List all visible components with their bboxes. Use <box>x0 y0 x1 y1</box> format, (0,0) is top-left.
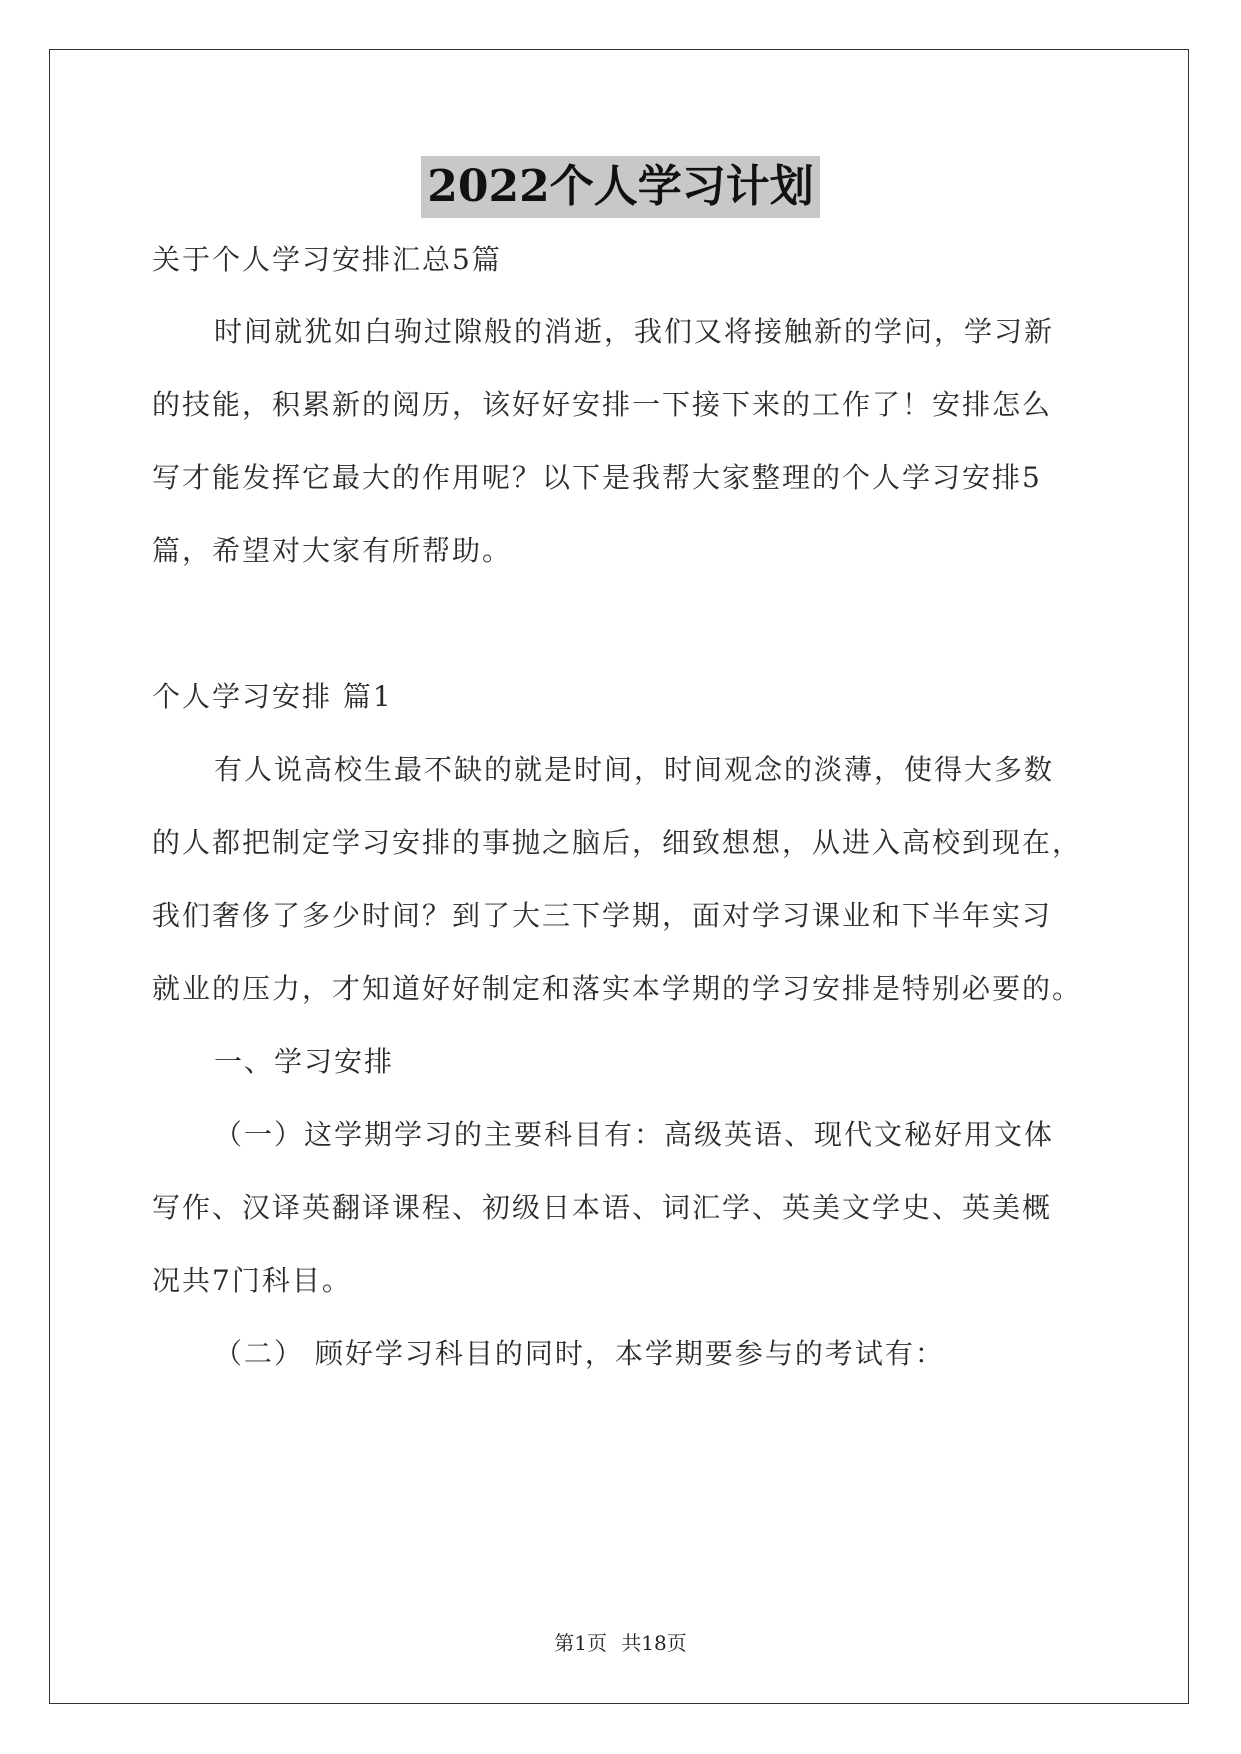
section-line-4: 就业的压力，才知道好好制定和落实本学期的学习安排是特别必要的。 <box>152 972 1083 1005</box>
document-subtitle: 关于个人学习安排汇总5篇 <box>152 243 502 276</box>
item-one-line-1: （一）这学期学习的主要科目有：高级英语、现代文秘好用文体 <box>214 1118 1055 1151</box>
page-border <box>49 49 1189 1704</box>
section-line-2: 的人都把制定学习安排的事抛之脑后，细致想想，从进入高校到现在， <box>152 826 1083 859</box>
part-one-heading: 一、学习安排 <box>214 1045 395 1078</box>
item-one-line-2: 写作、汉译英翻译课程、初级日本语、词汇学、英美文学史、英美概 <box>152 1191 1053 1224</box>
section-line-1: 有人说高校生最不缺的就是时间，时间观念的淡薄，使得大多数 <box>214 753 1055 786</box>
page-total: 共18页 <box>621 1631 687 1655</box>
page-number: 第1页 <box>554 1631 607 1655</box>
item-one-line-3: 况共7门科目。 <box>152 1264 352 1297</box>
item-two-line: （二） 顾好学习科目的同时，本学期要参与的考试有： <box>214 1337 945 1370</box>
intro-line-1: 时间就犹如白驹过隙般的消逝，我们又将接触新的学问，学习新 <box>214 315 1055 348</box>
document-title: 2022个人学习计划 <box>421 156 819 218</box>
intro-line-4: 篇，希望对大家有所帮助。 <box>152 534 513 567</box>
page-footer <box>0 1627 1241 1656</box>
section-heading: 个人学习安排 篇1 <box>152 680 393 713</box>
title-wrap <box>0 156 1241 218</box>
intro-line-3: 写才能发挥它最大的作用呢？以下是我帮大家整理的个人学习安排5 <box>152 461 1042 494</box>
intro-line-2: 的技能，积累新的阅历，该好好安排一下接下来的工作了！安排怎么 <box>152 388 1053 421</box>
section-line-3: 我们奢侈了多少时间？到了大三下学期，面对学习课业和下半年实习 <box>152 899 1053 932</box>
